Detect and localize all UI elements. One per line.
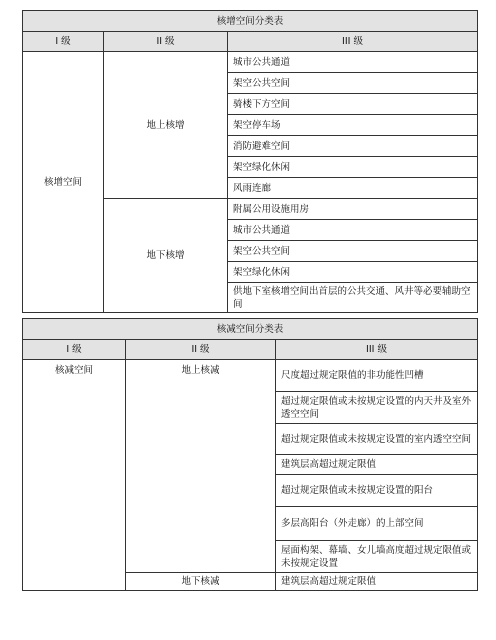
add-item-below-5: 供地下室核增空间出首层的公共交通、风井等必要辅助空间 <box>228 283 478 313</box>
add-level2-below: 地下核增 <box>104 199 228 313</box>
reduce-level2-above: 地上核减 <box>126 360 276 573</box>
reduce-item-above-4: 建筑层高超过规定限值 <box>276 455 478 475</box>
add-item-below-2: 城市公共通道 <box>228 220 478 241</box>
reduce-table-title: 核减空间分类表 <box>23 319 478 340</box>
reduce-item-above-2: 超过规定限值或未按规定设置的内天井及室外透空空间 <box>276 392 478 424</box>
add-item-above-3: 骑楼下方空间 <box>228 94 478 115</box>
add-space-table <box>22 10 478 313</box>
add-item-below-3: 架空公共空间 <box>228 241 478 262</box>
reduce-space-table <box>22 318 478 591</box>
reduce-item-above-3: 超过规定限值或未按规定设置的室内透空空间 <box>276 424 478 455</box>
add-item-above-7: 风雨连廊 <box>228 178 478 199</box>
reduce-header-level3: III 级 <box>276 340 478 360</box>
add-item-above-4: 架空停车场 <box>228 115 478 136</box>
add-level2-above: 地上核增 <box>104 52 228 199</box>
add-level1-cell: 核增空间 <box>23 52 104 313</box>
reduce-item-above-1: 尺度超过规定限值的非功能性凹槽 <box>276 360 478 392</box>
add-item-below-1: 附属公用设施用房 <box>228 199 478 220</box>
add-item-above-2: 架空公共空间 <box>228 73 478 94</box>
add-header-level1: I 级 <box>23 32 104 52</box>
reduce-level2-below: 地下核减 <box>126 573 276 591</box>
add-item-above-6: 架空绿化休闲 <box>228 157 478 178</box>
add-item-above-5: 消防避难空间 <box>228 136 478 157</box>
add-header-level2: II 级 <box>104 32 228 52</box>
reduce-header-level1: I 级 <box>23 340 126 360</box>
add-item-above-1: 城市公共通道 <box>228 52 478 73</box>
reduce-item-above-6: 多层高阳台（外走廊）的上部空间 <box>276 507 478 541</box>
add-item-below-4: 架空绿化休闲 <box>228 262 478 283</box>
add-table-title: 核增空间分类表 <box>23 11 478 32</box>
reduce-item-above-7: 屋面构架、幕墙、女儿墙高度超过规定限值或未按规定设置 <box>276 541 478 573</box>
add-header-level3: III 级 <box>228 32 478 52</box>
reduce-header-level2: II 级 <box>126 340 276 360</box>
reduce-level1-cell: 核减空间 <box>23 360 126 591</box>
reduce-item-above-5: 超过规定限值或未按规定设置的阳台 <box>276 475 478 507</box>
reduce-item-below-1: 建筑层高超过规定限值 <box>276 573 478 591</box>
